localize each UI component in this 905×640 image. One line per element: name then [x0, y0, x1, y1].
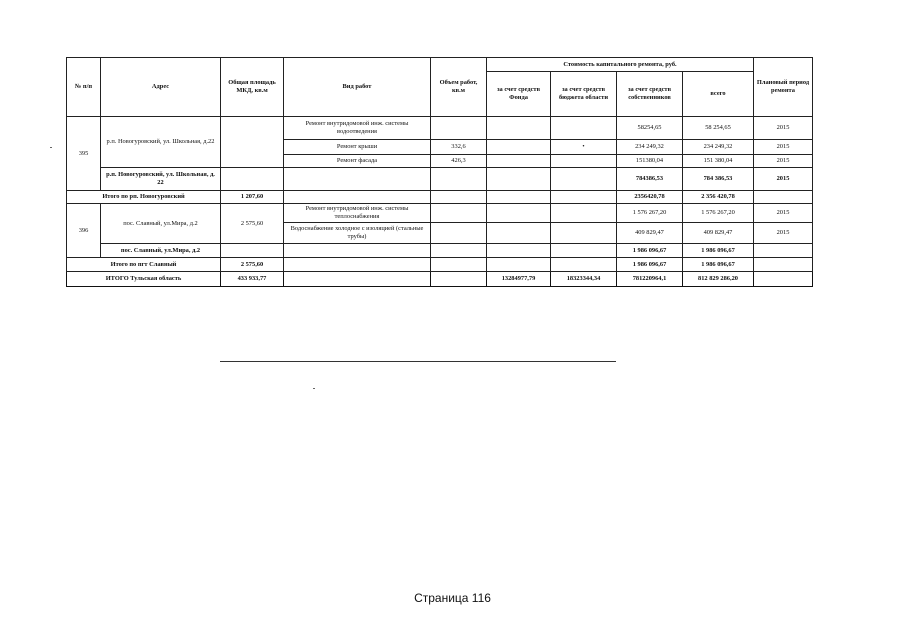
grand-total-budget: 18323344,34	[551, 272, 617, 287]
total-work-type	[284, 191, 431, 204]
header-area: Общая площадь МКД, кв.м	[221, 58, 284, 117]
total-period	[754, 191, 813, 204]
work-budget	[551, 223, 617, 244]
work-fund	[487, 223, 551, 244]
total-fund	[487, 258, 551, 272]
work-budget	[551, 117, 617, 140]
work-period: 2015	[754, 223, 813, 244]
header-period: Плановый период ремонта	[754, 58, 813, 117]
work-owners: 409 829,47	[617, 223, 683, 244]
subtotal-total: 784 386,53	[683, 168, 754, 191]
work-type: Водоснабжение холодное с изоляцией (стальные трубы)	[284, 223, 431, 244]
grand-total-total: 812 829 286,20	[683, 272, 754, 287]
row-number: 395	[67, 117, 101, 191]
work-type: Ремонт внутридомовой инж. системы теплоснабжения	[284, 204, 431, 223]
total-owners: 2356420,78	[617, 191, 683, 204]
work-owners: 1 576 267,20	[617, 204, 683, 223]
header-work-type: Вид работ	[284, 58, 431, 117]
header-num: № п/п	[67, 58, 101, 117]
work-total: 151 380,04	[683, 155, 754, 168]
work-volume: 332,6	[431, 140, 487, 155]
total-fund	[487, 191, 551, 204]
total-row	[67, 191, 813, 204]
table-row	[67, 204, 813, 223]
work-period: 2015	[754, 204, 813, 223]
page-number: Страница 116	[414, 591, 491, 605]
total-area: 2 575,60	[221, 258, 284, 272]
row-address: р.п. Новогуровский, ул. Школьная, д.22	[101, 117, 221, 168]
grand-total-fund: 13284977,79	[487, 272, 551, 287]
scan-speck	[50, 147, 52, 148]
work-total: 409 829,47	[683, 223, 754, 244]
total-budget	[551, 258, 617, 272]
total-area: 1 207,60	[221, 191, 284, 204]
work-volume	[431, 223, 487, 244]
work-budget: •	[551, 140, 617, 155]
work-volume: 426,3	[431, 155, 487, 168]
repair-plan-table	[66, 57, 813, 287]
work-owners: 234 249,32	[617, 140, 683, 155]
subtotal-row	[67, 244, 813, 258]
total-volume	[431, 258, 487, 272]
subtotal-owners: 784386,53	[617, 168, 683, 191]
work-total: 58 254,65	[683, 117, 754, 140]
grand-total-label: ИТОГО Тульская область	[67, 272, 221, 287]
header-fund: за счет средств Фонда	[487, 72, 551, 117]
grand-total-work-type	[284, 272, 431, 287]
subtotal-work-type	[284, 244, 431, 258]
grand-total-area: 433 933,77	[221, 272, 284, 287]
subtotal-area	[221, 244, 284, 258]
subtotal-owners: 1 986 096,67	[617, 244, 683, 258]
total-label: Итого по рп. Новогуровский	[67, 191, 221, 204]
grand-total-row	[67, 272, 813, 287]
subtotal-row	[67, 168, 813, 191]
total-period	[754, 258, 813, 272]
header-row	[67, 58, 813, 72]
grand-total-volume	[431, 272, 487, 287]
work-owners: 58254,65	[617, 117, 683, 140]
grand-total-period	[754, 272, 813, 287]
total-row	[67, 258, 813, 272]
subtotal-budget	[551, 168, 617, 191]
header-cost-group: Стоимость капитального ремонта, руб.	[487, 58, 754, 72]
work-fund	[487, 155, 551, 168]
row-area: 2 575,60	[221, 204, 284, 244]
header-volume: Объем работ, кв.м	[431, 58, 487, 117]
subtotal-budget	[551, 244, 617, 258]
subtotal-area	[221, 168, 284, 191]
work-fund	[487, 117, 551, 140]
subtotal-fund	[487, 244, 551, 258]
work-budget	[551, 204, 617, 223]
work-owners: 151380,04	[617, 155, 683, 168]
work-volume	[431, 204, 487, 223]
header-owners: за счет средств собственников	[617, 72, 683, 117]
signature-line	[220, 361, 616, 362]
work-period: 2015	[754, 140, 813, 155]
work-period: 2015	[754, 117, 813, 140]
subtotal-label: р.п. Новогуровский, ул. Школьная, д. 22	[101, 168, 221, 191]
work-total: 1 576 267,20	[683, 204, 754, 223]
work-type: Ремонт фасада	[284, 155, 431, 168]
header-budget: за счет средств бюджета области	[551, 72, 617, 117]
total-work-type	[284, 258, 431, 272]
total-label: Итого по пгт Славный	[67, 258, 221, 272]
total-volume	[431, 191, 487, 204]
subtotal-volume	[431, 168, 487, 191]
subtotal-work-type	[284, 168, 431, 191]
total-budget	[551, 191, 617, 204]
scan-speck	[313, 388, 315, 389]
row-address: пос. Славный, ул.Мира, д.2	[101, 204, 221, 244]
grand-total-owners: 781220964,1	[617, 272, 683, 287]
work-fund	[487, 140, 551, 155]
subtotal-volume	[431, 244, 487, 258]
work-fund	[487, 204, 551, 223]
subtotal-period: 2015	[754, 168, 813, 191]
work-type: Ремонт крыши	[284, 140, 431, 155]
work-period: 2015	[754, 155, 813, 168]
subtotal-fund	[487, 168, 551, 191]
work-volume	[431, 117, 487, 140]
row-area	[221, 117, 284, 168]
header-address: Адрес	[101, 58, 221, 117]
total-owners: 1 986 096,67	[617, 258, 683, 272]
work-budget	[551, 155, 617, 168]
table-row	[67, 117, 813, 140]
work-type: Ремонт внутридомовой инж. системы водоотведения	[284, 117, 431, 140]
total-total: 1 986 096,67	[683, 258, 754, 272]
header-total: всего	[683, 72, 754, 117]
row-number: 396	[67, 204, 101, 258]
subtotal-total: 1 986 096,67	[683, 244, 754, 258]
subtotal-period	[754, 244, 813, 258]
work-total: 234 249,32	[683, 140, 754, 155]
total-total: 2 356 420,78	[683, 191, 754, 204]
subtotal-label: пос. Славный, ул.Мира, д.2	[101, 244, 221, 258]
